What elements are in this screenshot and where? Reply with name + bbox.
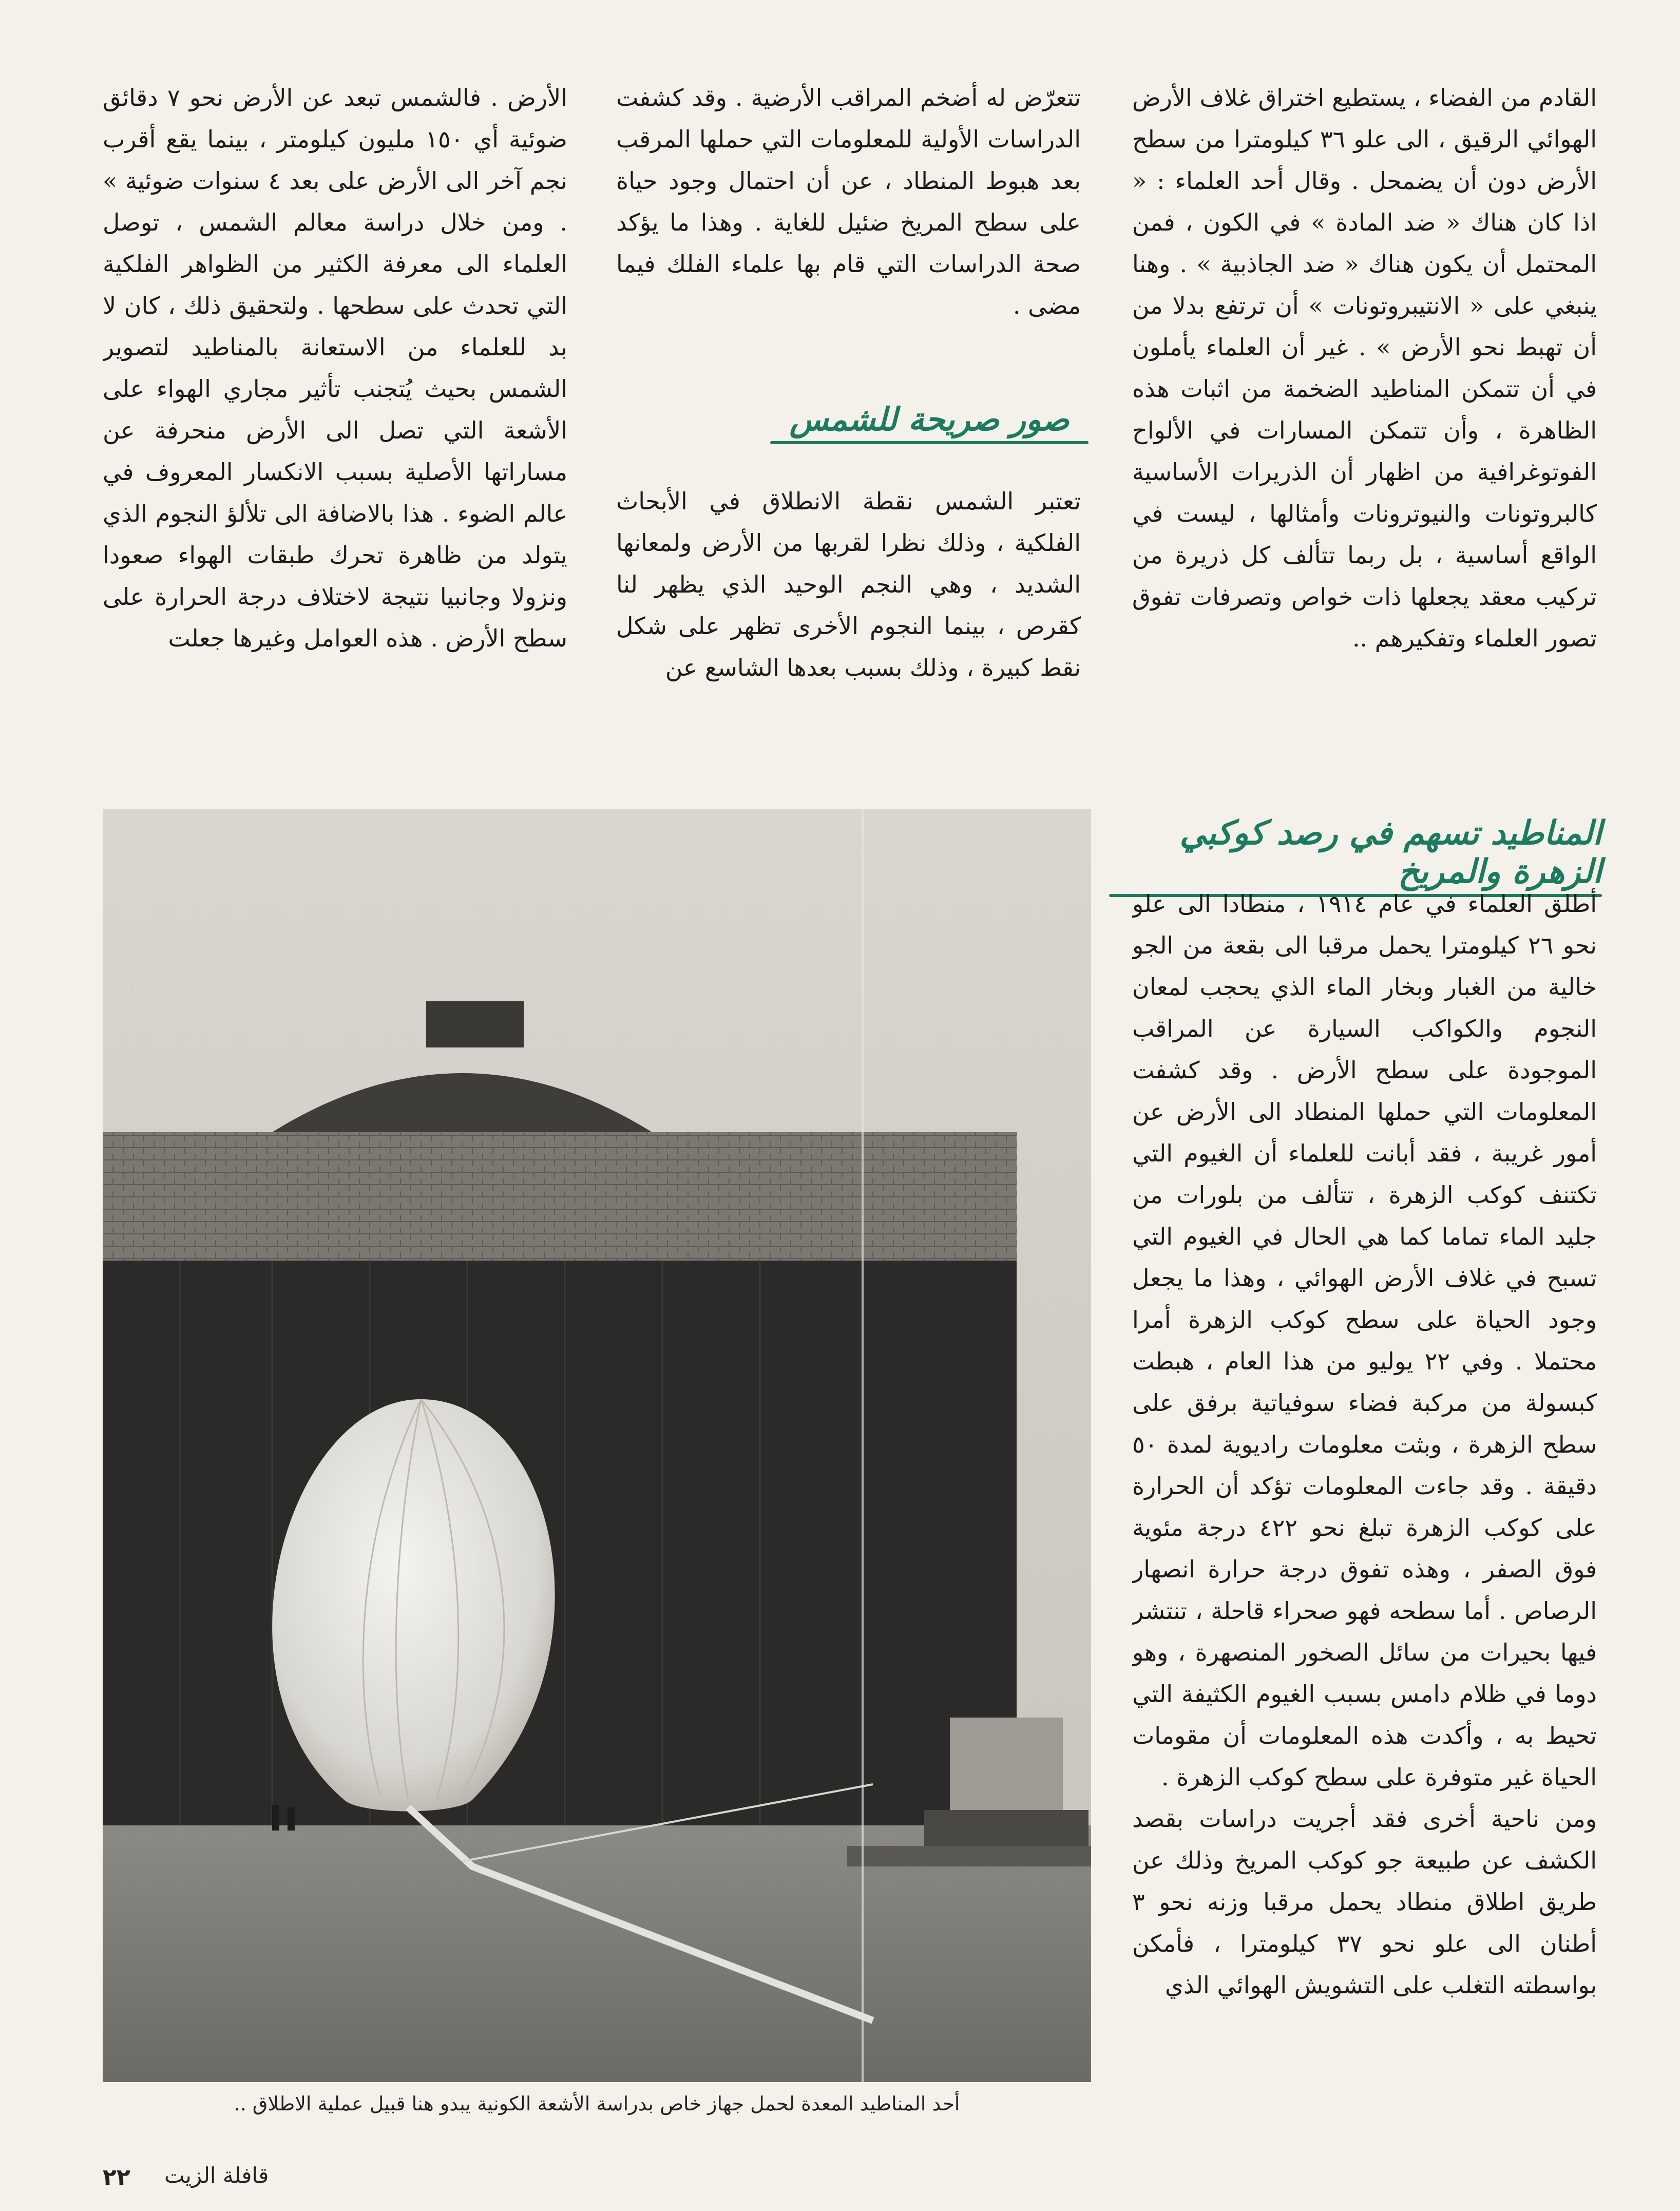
launch-platform [847,1846,1091,1866]
paragraph: ومن ناحية أخرى فقد أجريت دراسات بقصد الكشف عن طبيعة جو كوكب المريخ وذلك عن طريق اطلاق منطاد يحمل مرقبا وزنه نحو ٣ أطنان الى علو نحو ٣٧ كيلومترا ، فأمكن بواسطته التغلب على التشويش الهوائي الذي [1132,1805,1597,1999]
paragraph: أطلق العلماء في عام ١٩١٤ ، منطادا الى علو نحو ٢٦ كيلومترا يحمل مرقبا الى بقعة من الجو خالية من الغبار وبخار الماء الذي يحجب لمعان النجوم والكواكب السيارة عن المراقب الموجودة على سطح الأرض . وقد كشفت المعلومات التي حملها المنطاد الى الأرض عن أمور غريبة ، فقد أبانت للعلماء أن الغيوم التي تكتنف كوكب الزهرة ، تتألف من بلورات من جليد الماء تماما كما هي الحال في الغيوم التي تسبح في غلاف الأرض الهوائي ، وهذا ما يجعل وجود الحياة على سطح كوكب الزهرة أمرا محتملا . وفي ٢٢ يوليو من هذا العام ، هبطت كبسولة من مركبة فضاء سوفياتية برفق على سطح الزهرة ، وبثت معلومات راديوية لمدة ٥٠ دقيقة . وقد جاءت المعلومات تؤكد أن الحرارة على كوكب الزهرة تبلغ نحو ٤٢٢ درجة مئوية فوق الصفر ، وهذه تفوق درجة حرارة انصهار الرصاص . أما سطحه فهو صحراء قاحلة ، تنتشر فيها بحيرات من سائل الصخور المنصهرة ، وهو دوما في ظلام دامس بسبب الغيوم الكثيفة التي تحيط به ، وأكدت هذه المعلومات أن مقومات الحياة غير متوفرة على سطح كوكب الزهرة . [1132,890,1597,1791]
person [288,1807,295,1831]
page-number: ٢٢ [103,2164,130,2190]
hangar-door [103,1261,1017,1825]
column-left-top [103,77,567,729]
balloon-photo-illustration [103,809,1091,2082]
paragraph: الأرض . فالشمس تبعد عن الأرض نحو ٧ دقائق ضوئية أي ١٥٠ مليون كيلومتر ، بينما يقع أقرب نجم آخر الى الأرض على بعد ٤ سنوات ضوئية » . ومن خلال دراسة معالم الشمس ، توصل العلماء الى معرفة الكثير من الظواهر الفلكية التي تحدث على سطحها . ولتحقيق ذلك ، كان لا بد للعلماء من الاستعانة بالمناطيد لتصوير الشمس بحيث يُتجنب تأثير مجاري الهواء على الأشعة التي تصل الى الأرض منحرفة عن مساراتها الأصلية بسبب الانكسار المعروف في عالم الضوء . هذا بالاضافة الى تلألؤ النجوم الذي يتولد من ظاهرة تحرك طبقات الهواء صعودا ونزولا وجانبيا نتيجة لاختلاف درجة الحرارة على سطح الأرض . هذه العوامل وغيرها جعلت [103,84,567,652]
launch-vehicle [924,1810,1089,1846]
column-right-bottom [1132,883,1597,2105]
column-right-top [1132,77,1597,750]
paragraph: تعتبر الشمس نقطة الانطلاق في الأبحاث الفلكية ، وذلك نظرا لقربها من الأرض ولمعانها الشديد ، وهي النجم الوحيد الذي يظهر لنا كقرص ، بينما النجوم الأخرى تظهر على شكل نقط كبيرة ، وذلك بسبب بعدها الشاسع عن [616,487,1081,681]
paragraph: القادم من الفضاء ، يستطيع اختراق غلاف الأرض الهوائي الرقيق ، الى علو ٣٦ كيلومترا من سطح الأرض دون أن يضمحل . وقال أحد العلماء : « اذا كان هناك « ضد المادة » في الكون ، فمن المحتمل أن يكون هناك « ضد الجاذبية » . وهنا ينبغي على « الانتيبروتونات » أن ترتفع بدلا من أن تهبط نحو الأرض » . غير أن العلماء يأملون في أن تتمكن المناطيد الضخمة من اثبات هذه الظاهرة ، وأن تتمكن المسارات في الألواح الفوتوغرافية من اظهار أن الذريرات الأساسية كالبروتونات والنيوترونات وأمثالها ، ليست في الواقع أساسية ، بل ربما تتألف كل ذريرة من تركيب معقد يجعلها ذات خواص وتصرفات تفوق تصور العلماء وتفكيرهم .. [1132,84,1597,652]
heading-underline [770,441,1089,444]
paragraph: تتعرّض له أضخم المراقب الأرضية . وقد كشفت الدراسات الأولية للمعلومات التي حملها المرقب بعد هبوط المنطاد ، عن أن احتمال وجود حياة على سطح المريخ ضئيل للغاية . وهذا ما يؤكد صحة الدراسات التي قام بها علماء الفلك فيما مضى . [616,84,1081,319]
section-heading-sun [770,401,1089,444]
photo-caption: أحد المناطيد المعدة لحمل جهاز خاص بدراسة الأشعة الكونية يبدو هنا قبيل عملية الاطلاق .. [234,2092,960,2115]
roof-structure [426,1001,524,1047]
gondola [950,1718,1063,1815]
magazine-name: قافلة الزيت [164,2163,269,2188]
heading-text: المناطيد تسهم في رصد كوكبي الزهرة والمريخ [1179,814,1602,891]
person [272,1805,279,1831]
balloon-photo [103,809,1091,2082]
heading-text: صور صريحة للشمس [789,401,1070,438]
